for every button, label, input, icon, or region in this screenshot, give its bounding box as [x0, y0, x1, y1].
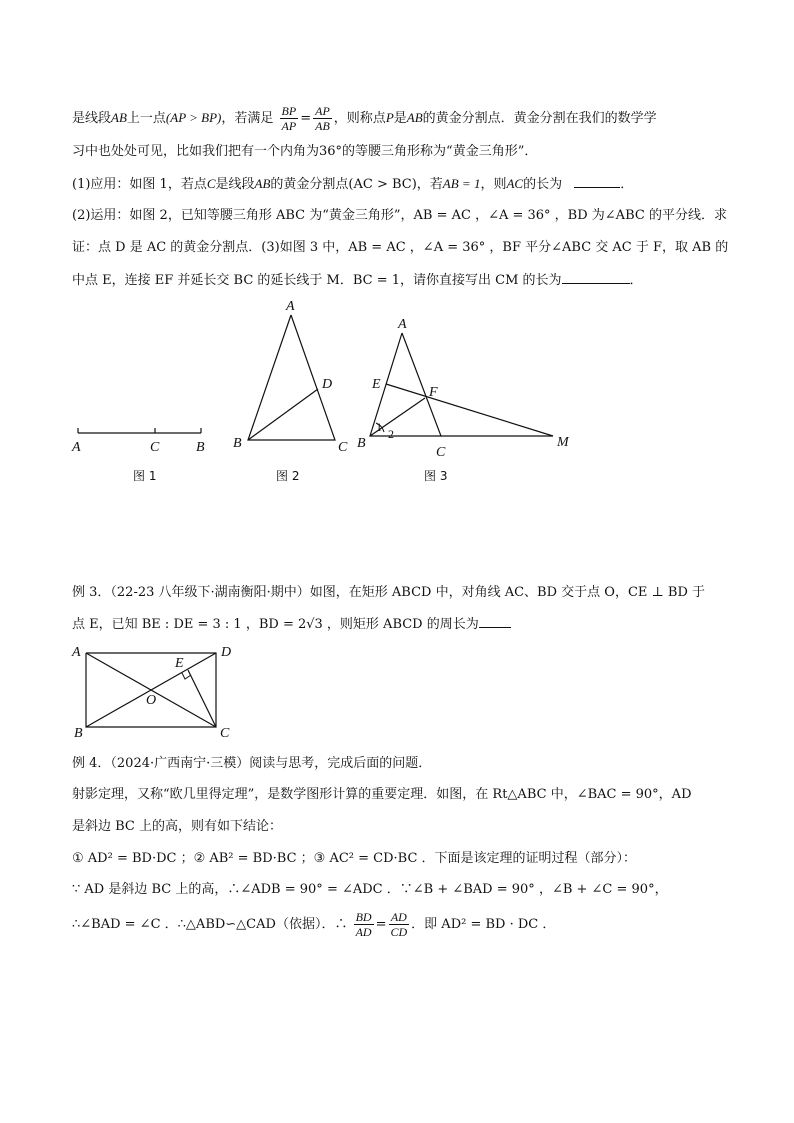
problem-line-6: 中点 E，连接 EF 并延长交 BC 的延长线于 M．BC = 1，请你直接写出 CM 的长为 ． — [72, 273, 643, 288]
label-c: C — [436, 445, 446, 460]
text: ，则称点 — [333, 111, 386, 126]
example4-line-3: 是斜边 BC 上的高，则有如下结论： — [72, 819, 283, 834]
text: (AP > BP) — [165, 110, 222, 125]
text: ，若满足 — [221, 111, 274, 126]
problem-line-2: 习中也处处可见，比如我们把有一个内角为36°的等腰三角形称为“黄金三角形”． — [72, 144, 538, 159]
label-c: C — [338, 440, 348, 455]
example4-line-6: ∴∠BAD = ∠C ．∴△ABD∽△CAD（依据）．∴ $\frac{BD}{AD}$ = $\frac{AD}{CD}$ ．即 AD² = BD · DC ． — [72, 910, 556, 939]
label-a: A — [72, 645, 81, 660]
line-em — [386, 384, 553, 436]
text: 上一点 — [126, 111, 166, 126]
label-e: E — [175, 656, 184, 671]
problem-line-1: 是线段AB上一点(AP > BP)，若满足 $\frac{BP}{AP}$ = $\frac{AP}{AB}$ ，则称点P是AB的黄金分割点．黄金分割在我们的数学学 — [72, 104, 657, 133]
fraction-ad-cd: $\frac{AD}{CD}$ — [390, 910, 408, 939]
label-c: C — [150, 440, 160, 455]
label-b: B — [74, 726, 83, 741]
figure-1-caption: 图 1 — [133, 469, 157, 483]
figure-2 — [233, 299, 348, 483]
label-o: O — [146, 693, 157, 708]
problem-line-5: 证：点 D 是 AC 的黄金分割点．(3)如图 3 中，AB = AC ，∠A = 36° ，BF 平分∠ABC 交 AC 于 F，取 AB 的 — [72, 240, 729, 255]
problem-line-3: (1)应用：如图 1，若点C是线段AB的黄金分割点(AC > BC)，若AB = 1，则AC的长为 ． — [72, 176, 634, 192]
figure-3 — [357, 317, 570, 483]
text: AB — [406, 110, 423, 125]
label-b: B — [233, 436, 242, 451]
example4-line-5: ∵ AD 是斜边 BC 上的高，∴∠ADB = 90° = ∠ADC ．∵∠B + ∠BAD = 90° ，∠B + ∠C = 90°， — [72, 882, 668, 897]
label-angle-1: 1 — [376, 420, 382, 434]
example3-line-2: 点 E，已知 BE : DE = 3 : 1 ，BD = 2√3 ，则矩形 ABCD 的周长为 — [72, 615, 511, 634]
label-angle-2: 2 — [388, 427, 394, 441]
text: P — [385, 110, 394, 125]
figure-1 — [71, 428, 205, 483]
label-d: D — [221, 645, 232, 660]
figure-3-caption: 图 3 — [424, 469, 448, 483]
problem-line-4: (2)运用：如图 2，已知等腰三角形 ABC 为“黄金三角形”，AB = AC ，∠A = 36° ，BD 为∠ABC 的平分线．求 — [72, 208, 727, 223]
label-b: B — [357, 436, 366, 451]
figures-1-3 — [0, 295, 794, 505]
label-d: D — [322, 377, 333, 392]
example4-line-4: ① AD² = BD·DC ；② AB² = BD·BC ；③ AC² = CD·BC ．下面是该定理的证明过程（部分）： — [72, 851, 637, 866]
label-a: A — [286, 299, 295, 314]
fraction-bd-ad: $\frac{BD}{AD}$ — [355, 910, 372, 939]
label-a: A — [398, 317, 407, 332]
answer-blank-1[interactable] — [574, 175, 620, 188]
label-e: E — [372, 377, 381, 392]
answer-blank-2[interactable] — [562, 271, 630, 284]
fraction-bp-ap: $\frac{BP}{AP}$ — [281, 104, 297, 133]
example3-line-1: 例 3．（22-23 八年级下·湖南衡阳·期中）如图，在矩形 ABCD 中，对角线 AC、BD 交于点 O，CE ⊥ BD 于 — [72, 585, 705, 600]
label-c: C — [220, 726, 230, 741]
label-b: B — [196, 440, 205, 455]
example4-line-1: 例 4．（2024·广西南宁·三模）阅读与思考，完成后面的问题． — [72, 756, 432, 771]
text: AB — [111, 110, 127, 125]
bisector-bd — [248, 389, 318, 440]
text: 是线段 — [72, 111, 112, 126]
label-a: A — [72, 440, 81, 455]
fraction-ap-ab: $\frac{AP}{AB}$ — [315, 104, 330, 133]
label-m: M — [557, 435, 569, 450]
figure-rectangle — [64, 642, 304, 742]
example4-line-2: 射影定理，又称“欧几里得定理”，是数学图形计算的重要定理．如图，在 Rt△ABC 中，∠BAC = 90°，AD — [72, 787, 692, 802]
label-f: F — [429, 385, 438, 400]
text: 是 — [393, 111, 407, 126]
text: 的黄金分割点．黄金分割在我们的数学学 — [422, 111, 657, 126]
figure-2-caption: 图 2 — [276, 469, 300, 483]
answer-blank-3[interactable] — [479, 615, 511, 628]
